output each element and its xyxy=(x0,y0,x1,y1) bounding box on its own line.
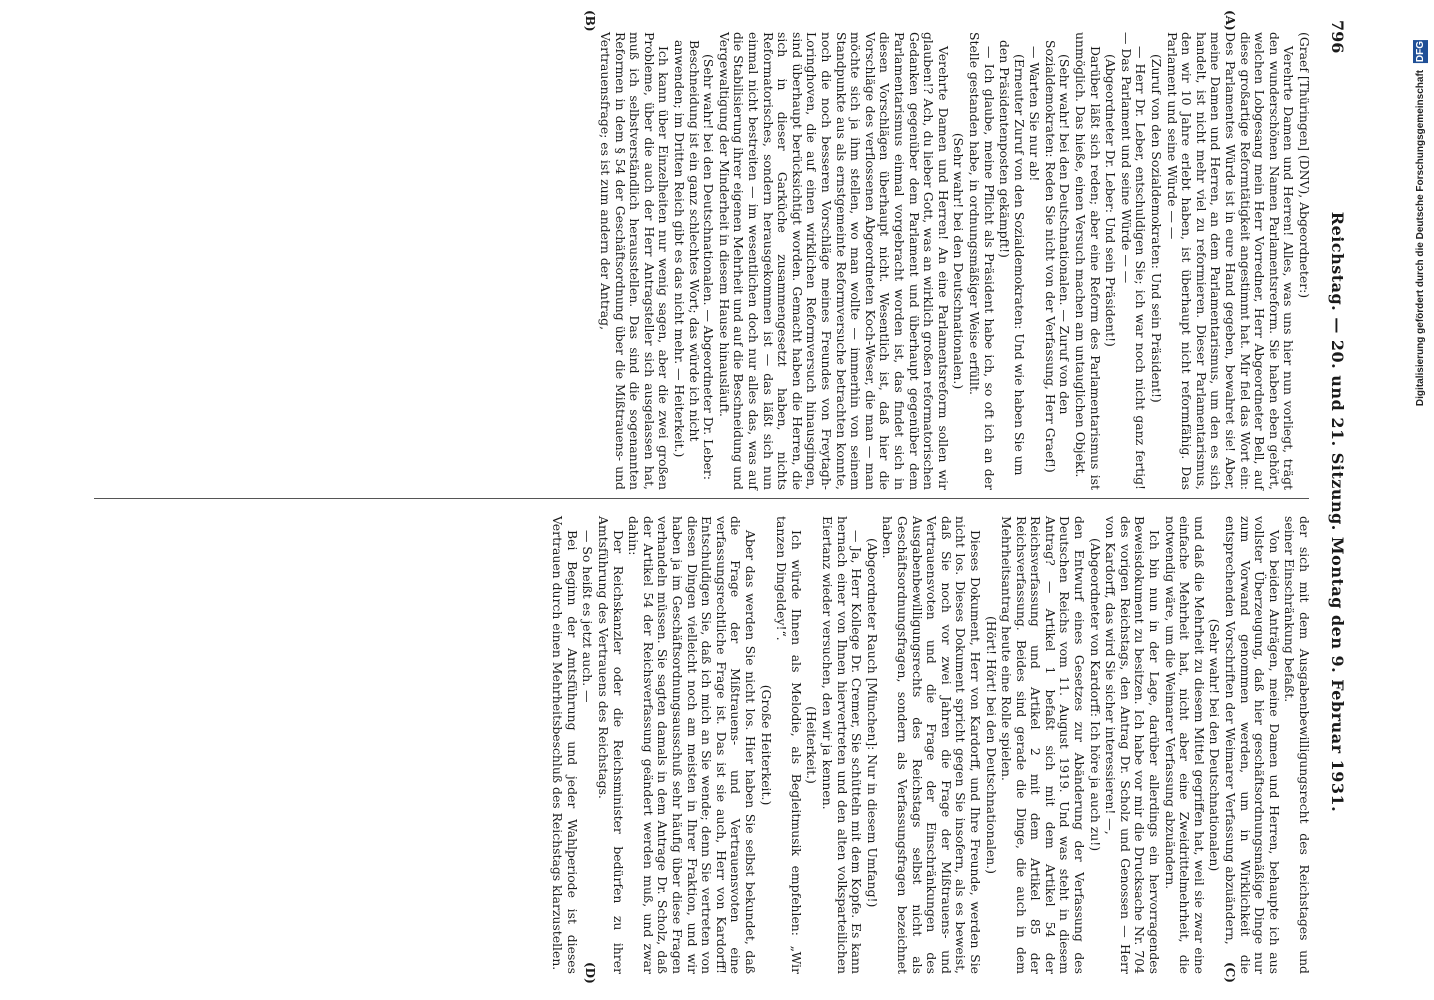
paragraph: (Sehr wahr! bei den Deutschnationalen. — Abgeordneter Dr. Leber: Beschneidung ist ein ganz schlechtes Wort; das würde ich nicht anwenden; im Dritten Reich gibt es das nicht mehr. — Heiterkeit.) xyxy=(672,40,717,481)
paragraph: Darüber läßt sich reden; aber eine Reform des Parlamentarismus ist unmöglich. Das hieße, einen Versuch machen am untauglichen Objekt. xyxy=(1073,32,1103,490)
paragraph: (Graef [Thüringen] (DNV), Abgeordneter:) xyxy=(1297,32,1312,299)
margin-letter-d: (D) xyxy=(583,962,597,984)
page-number: 796 xyxy=(1328,20,1347,54)
paragraph: (Erneuter Zuruf von den Sozialdemokraten: Und wie haben Sie um den Präsidentenposten gekämpft!) xyxy=(997,40,1027,476)
right-text-column xyxy=(549,516,1311,974)
rotated-document-page xyxy=(67,12,1357,988)
paragraph: Ich bin nun in der Lage, darüber allerdings ein hervorragendes Beweisdokument zu besitzen. Ich habe vor mir die Drucksache Nr. 704 des vorigen Reichstags, den Antrag Dr. Scholz und Genossen — Herr von Kardorff, das wird Sie sicher interessieren! —, xyxy=(1103,516,1163,974)
paragraph: Von beiden Anträgen, meine Damen und Herren, behaupte ich aus vollster Überzeugung, daß hier geschäftsordnungsmäßige Dinge nur zum Vorwand genommen werden, um in Wirklichkeit die entsprechenden Vorschriften der Weimarer Verfassung abzuändern, xyxy=(1223,516,1282,974)
dfg-logo: DFG xyxy=(1415,41,1426,63)
paragraph: — So heißt es jetzt auch. — xyxy=(580,530,596,703)
column-divider xyxy=(94,498,1309,499)
paragraph: Bei Beginn der Amtsführung und jeder Wahlperiode ist dieses Vertrauen durch einen Mehrheitsbeschluß des Reichstags klarzustellen. xyxy=(550,516,580,974)
page-header xyxy=(1317,12,1357,988)
paragraph: — Ja, Herr Kollege Dr. Cremer, Sie schütteln mit dem Kopfe. Es kann hernach einer von Ihnen hiervertreten und den alten volksparteilichen Eiertanz wieder versuchen, den wir ja kennen. xyxy=(820,516,865,974)
paragraph: (Abgeordneter Rauch [München]: Nur in diesem Umfang!) xyxy=(864,538,880,908)
paragraph: den Entwurf eines Gesetzes zur Abänderung der Verfassung des Deutschen Reichs vom 11. August 1919. Und was steht in diesem Antrag? — Artikel 1 befaßt sich mit dem Artikel 54 der Reichsverfassung und Artikel 2 mit dem Artikel 85 der Reichsverfassung. Beides sind gerade die Dinge, die auch in dem Mehrheitsantrag heute eine Rolle spielen. xyxy=(999,516,1088,974)
margin-letter-c: (C) xyxy=(1223,962,1237,983)
paragraph: Ich kann über Einzelheiten nur wenig sagen, aber die zwei großen Probleme, über die auch der Herr Antragsteller sich ausgelassen hat, muß ich selbstverständlich herausstellen. Das sind die sogenannten Reformen in dem § 54 der Geschäftsordnung über die Mißtrauens- und Vertrauensfrage; es ist zum andern der Antrag, xyxy=(598,32,672,490)
left-text-column xyxy=(597,32,1312,490)
paragraph: Aber das werden Sie nicht los. Hier haben Sie selbst bekundet, daß die Frage der Mißtrauens- und Vertrauensvoten eine verfassungsrechtliche Frage ist. Das ist sie auch, Herr von Kardorff! Entschuldigen Sie, daß ich mich an Sie wende; denn Sie vertreten von diesen Dingen vielleicht noch am meisten in Ihrer Fraktion, und wir haben ja im Geschäftsordnungsausschuß sehr häufig über diese Fragen verhandeln müssen. Sie sagten damals in dem Antrage Dr. Scholz, daß der Artikel 54 der Reichsverfassung geändert werden muß, und zwar dahin: xyxy=(626,516,759,974)
paragraph: und daß die Mehrheit zu diesem Mittel gegriffen hat, weil sie zwar eine einfache Mehrheit hat, nicht aber eine Zweidrittelmehrheit, die notwendig wäre, um die Weimarer Verfassung abzuändern. xyxy=(1162,516,1207,974)
paragraph: — Warten Sie nur ab! xyxy=(1027,46,1043,182)
paragraph: (Heiterkeit.) xyxy=(804,706,820,784)
paragraph: — Herr Dr. Leber, entschuldigen Sie; ich war noch nicht ganz fertig! — Das Parlament und seine Würde — — xyxy=(1118,32,1149,490)
paragraph: Dieses Dokument, Herr von Kardorff, und Ihre Freunde, werden Sie nicht los. Dieses Dokument spricht gegen Sie insofern, als es beweist, daß Sie noch vor zwei Jahren die Frage der Mißtrauens- und Vertrauensvoten und die Frage der Einschränkungen des Ausgabenbewilligungsrechts des Reichstags selbst nicht als Geschäftsordnungsfragen, sondern als Verfassungsfragen bezeichnet haben. xyxy=(880,516,983,974)
paragraph: (Abgeordneter Dr. Leber: Und sein Präsident!) xyxy=(1103,54,1119,347)
digitization-credit xyxy=(1413,40,1428,406)
paragraph: Verehrte Damen und Herren! An eine Parlamentsreform sollen wir glauben!? Ach, du lieber Gott, was an wirklich großen reformatorischen Gedanken gegenüber dem Parlament und überhaupt gegenüber dem Parlamentarismus einmal vorgebracht worden ist, das findet sich in diesen Vorschlägen überhaupt nicht. Wesentlich ist, daß hier die Vorschläge des verflossenen Abgeordneten Koch-Weser, die man — man möchte sich ja ihm stellen, wo man wollte — immerhin von seinem Standpunkte aus als ernstgemeinte Reformversuche betrachten konnte, noch die noch besseren Vorschläge meines Freundes von Freytagh-Loringhoven, die auf einen wirklichen Reformversuch hinausgingen, sind überhaupt berücksichtigt worden. Gemacht haben die Herren, die sich in dieser Garküche zusammengesetzt haben, nichts Reformatorisches, sondern herausgekommen ist — das läßt sich nun einmal nicht bestreiten — im wesentlichen doch nur alles das, was auf die Stabilisierung ihrer eigenen Mehrheit und auf die Beschneidung und Vergewaltigung der Minderheit in diesem Hause hinausläuft. xyxy=(716,32,951,490)
margin-letter-b: (B) xyxy=(583,10,597,32)
paragraph: Der Reichskanzler oder die Reichsminister bedürfen zu ihrer Amtsführung des Vertrauens des Reichstags. xyxy=(596,516,626,974)
paragraph: (Sehr wahr! bei den Deutschnationalen.) xyxy=(951,132,967,390)
paragraph: (Große Heiterkeit.) xyxy=(758,684,774,806)
paragraph: (Sehr wahr! bei den Deutschnationalen) xyxy=(1207,618,1223,872)
margin-letter-a: (A) xyxy=(1223,10,1237,31)
running-title: Reichstag. — 20. und 21. Sitzung. Montag den 9. Februar 1931. xyxy=(1328,211,1347,813)
paragraph: Ich würde Ihnen als Melodie, als Begleitmusik empfehlen: „Wir tanzen Dingeldey!“. xyxy=(774,516,804,974)
paragraph: der sich mit dem Ausgabenbewilligungsrecht des Reichstages und seiner Einschränkung befaßt. xyxy=(1282,516,1312,974)
paragraph: (Zuruf von den Sozialdemokraten: Und sein Präsident!) xyxy=(1149,54,1165,403)
paragraph: (Sehr wahr! bei den Deutschnationalen. — Zuruf von den Sozialdemokraten: Reden Sie nicht von der Verfassung, Herr Graef!) xyxy=(1042,40,1073,473)
paragraph: (Hört! Hört! bei den Deutschnationalen.) xyxy=(983,615,999,875)
paragraph: (Abgeordneter von Kardorff: Ich höre ja auch zu!) xyxy=(1087,538,1103,852)
paragraph: — Ich glaube, meine Pflicht als Präsident habe ich, so oft ich an der Stelle gestanden habe, in ordnungsmäßiger Weise erfüllt. xyxy=(966,32,997,490)
paragraph: Verehrte Damen und Herren! Alles, was uns hier nun vorliegt, trägt den wunderschönen Namen Parlamentsreform. Sie haben eben gehört, welchen Lobgesang mein Herr Vorredner, Herr Abgeordneter Bell, auf diese großartige Reformtätigkeit angestimmt hat. Mir fiel das Wort ein: Des Parlamentes Würde ist in eure Hand gegeben, bewahret sie! Aber, meine Damen und Herren, an dem Parlamentarismus, um den es sich handelt, ist nicht mehr viel zu reformieren. Dieser Parlamentarismus, den wir 10 Jahre erlebt haben, ist überhaupt nicht reformfähig. Das Parlament und seine Würde — — xyxy=(1164,32,1297,490)
credit-text: Digitalisierung gefördert durch die Deutsche Forschungsgemeinschaft xyxy=(1415,69,1426,407)
